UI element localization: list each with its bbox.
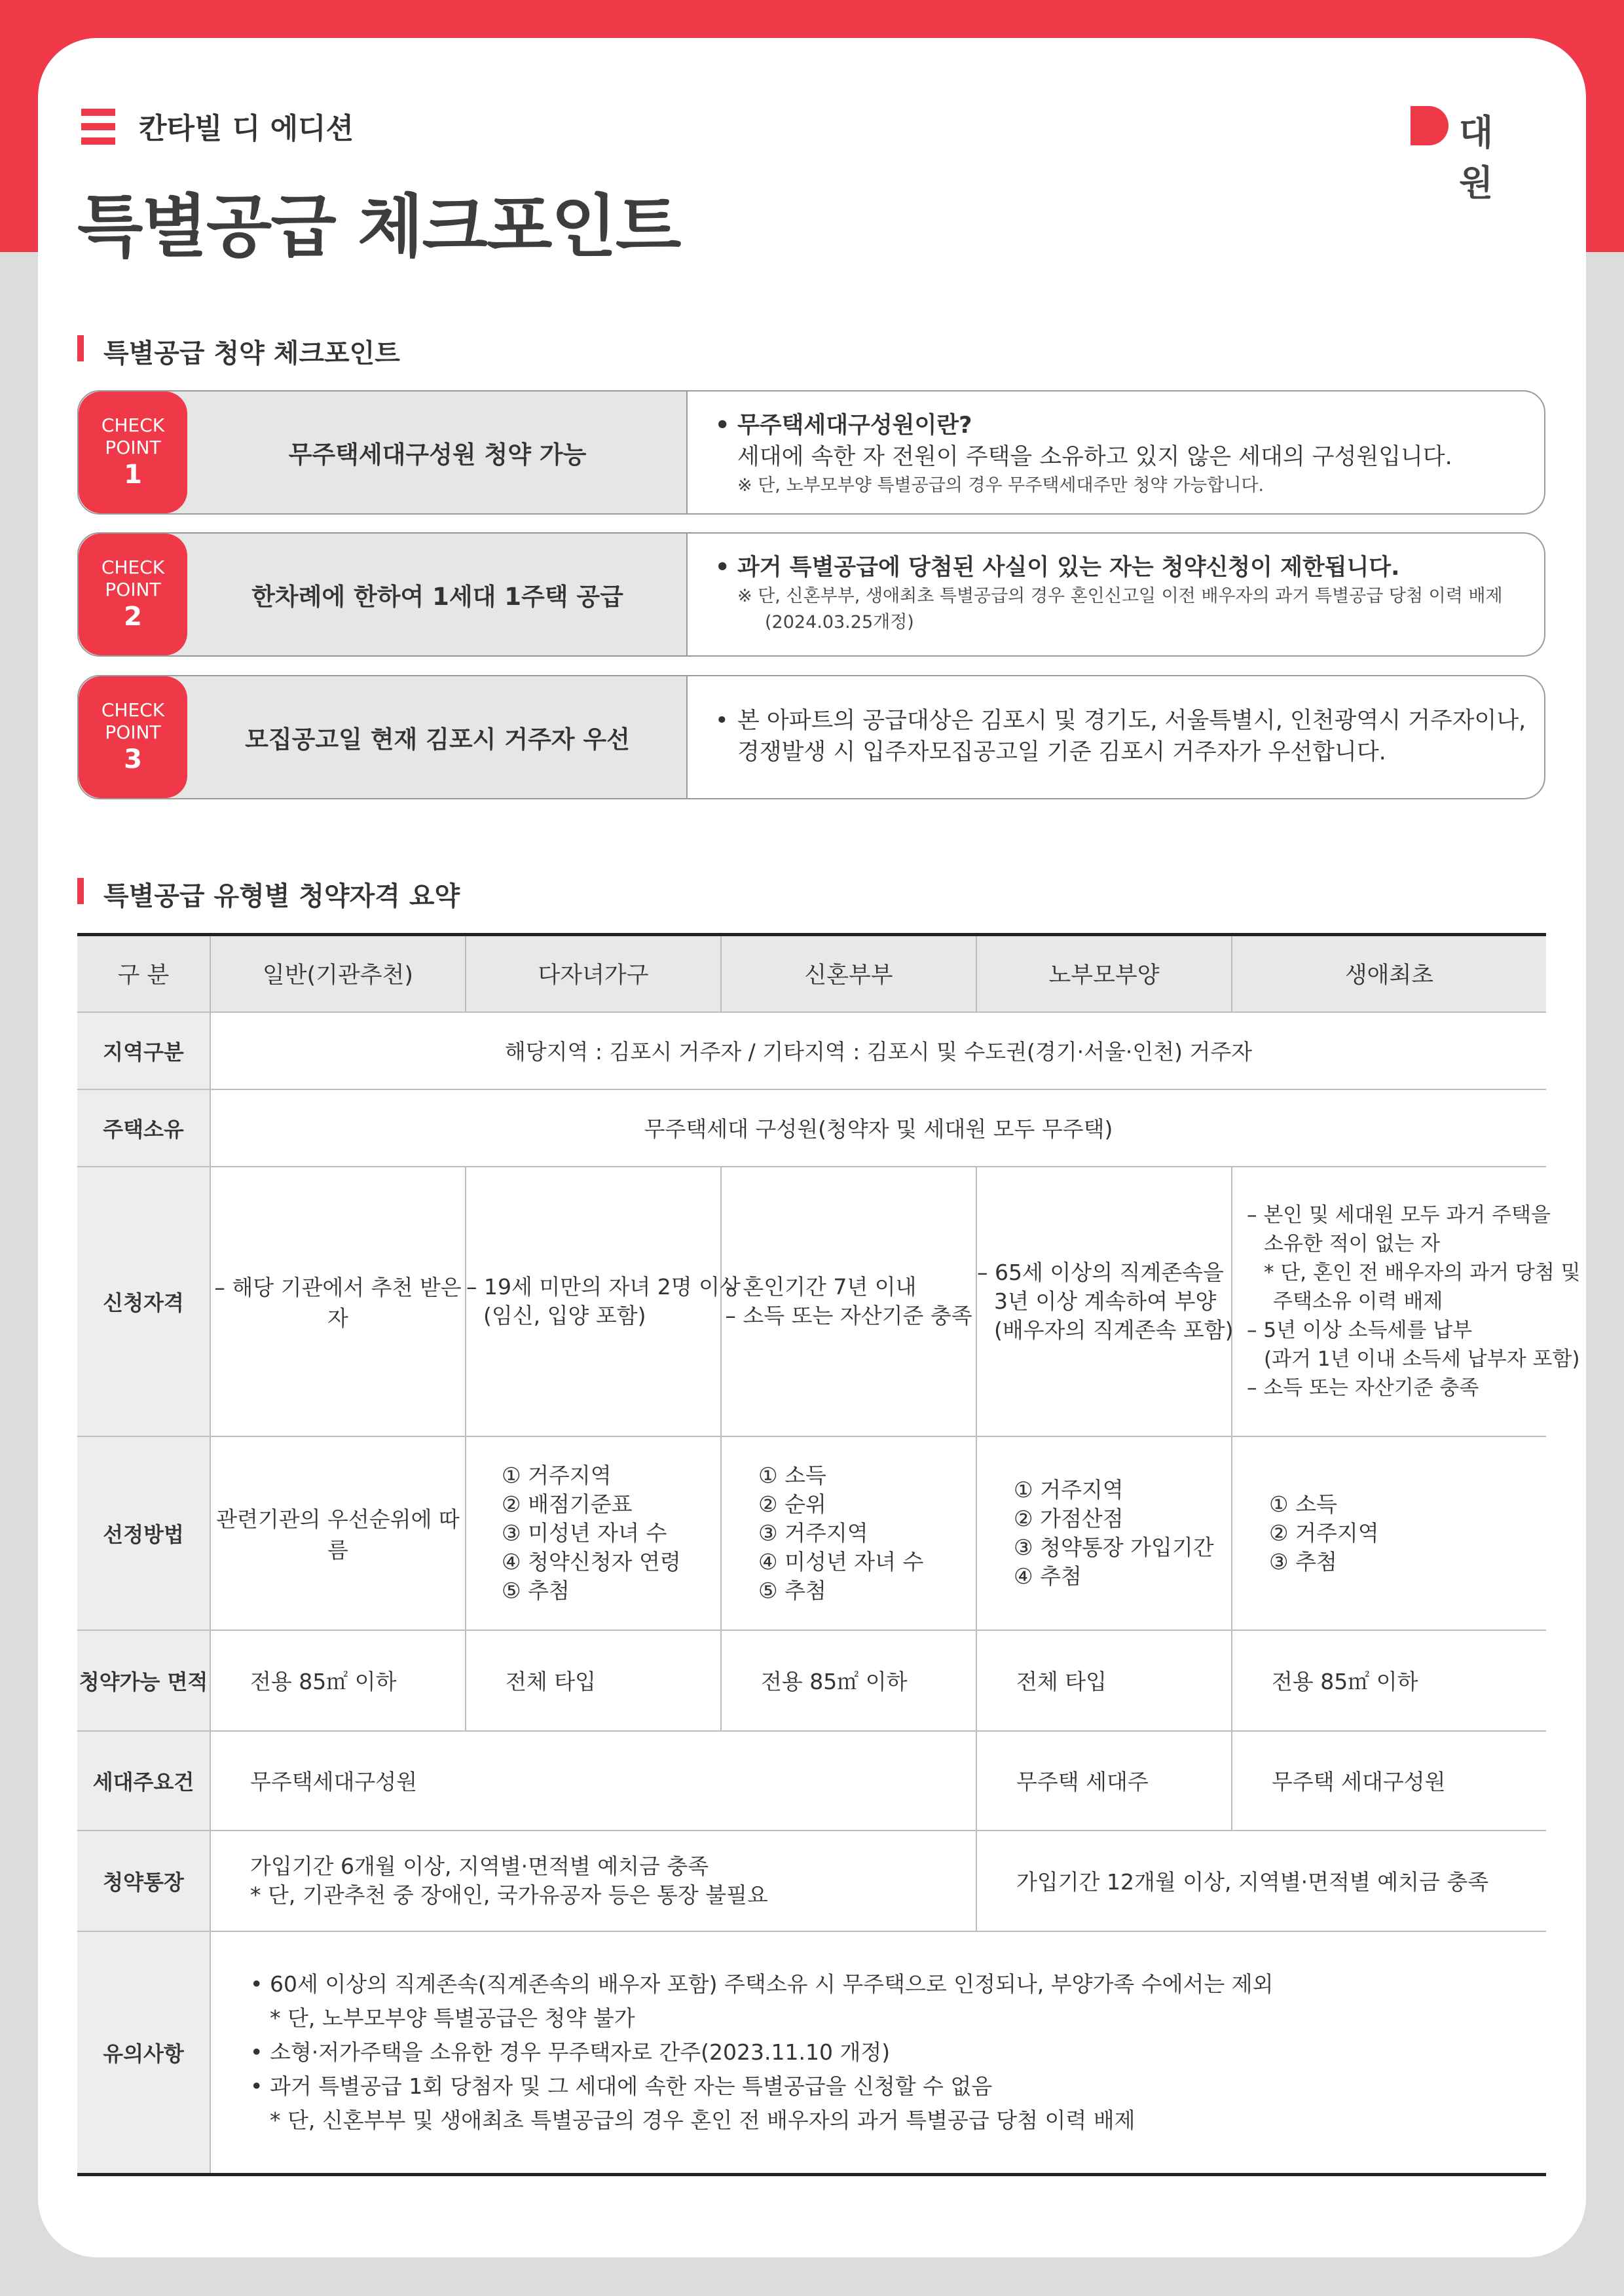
list-item: ③ 거주지역 [758, 1520, 868, 1546]
table-row [77, 1831, 1546, 1931]
checkpoint-body: 경쟁발생 시 입주자모집공고일 기준 김포시 거주자가 우선합니다. [737, 739, 1386, 765]
badge-number: 2 [124, 602, 142, 632]
cell-notes [210, 1931, 1546, 2175]
checkpoint-title: 무주택세대구성원 청약 가능 [288, 441, 587, 469]
list-item: – 본인 및 세대원 모두 과거 주택을 [1247, 1203, 1551, 1227]
logo-mark-icon [1411, 106, 1449, 145]
list-item: ② 가점산점 [1014, 1505, 1124, 1531]
cell-selection-elderly [976, 1436, 1232, 1630]
section-title: 특별공급 유형별 청약자격 요약 [103, 881, 460, 911]
header-elderly: 노부모부양 [976, 935, 1232, 1012]
section-bar [77, 878, 84, 904]
header-multichild: 다자녀가구 [466, 935, 721, 1012]
list-item: – 65세 이상의 직계존속을 [977, 1259, 1224, 1285]
row-label: 주택소유 [77, 1089, 210, 1167]
list-item: ④ 미성년 자녀 수 [758, 1548, 924, 1575]
row-label: 세대주요건 [77, 1731, 210, 1831]
badge-number: 1 [124, 460, 142, 490]
project-name: 칸타빌 디 에디션 [139, 112, 354, 145]
cell-household-elderly: 무주택 세대주 [976, 1731, 1232, 1831]
badge-point: POINT [105, 579, 161, 600]
list-item: – 19세 미만의 자녀 2명 이상 [466, 1273, 741, 1300]
list-item: ① 거주지역 [1014, 1476, 1124, 1503]
list-item: (임신, 입양 포함) [483, 1302, 646, 1328]
cell-area-newlywed: 전용 85㎡ 이하 [721, 1630, 976, 1731]
header-general: 일반(기관추천) [210, 935, 466, 1012]
checkpoint-title: 한차례에 한하여 1세대 1주택 공급 [251, 583, 623, 611]
cell-region: 해당지역 : 김포시 거주자 / 기타지역 : 김포시 및 수도권(경기·서울·인천) 거주자 [210, 1012, 1546, 1089]
row-label: 청약가능 면적 [77, 1630, 210, 1731]
checkpoint-badge [79, 392, 187, 513]
badge-point: POINT [105, 721, 161, 743]
cell-area-elderly: 전체 타입 [976, 1630, 1232, 1731]
table-row [77, 1167, 1546, 1436]
page-title: 특별공급 체크포인트 [77, 187, 680, 266]
cell-selection-general: 관련기관의 우선순위에 따름 [210, 1436, 466, 1630]
section-bar [77, 335, 84, 361]
list-item: 소유한 적이 없는 자 [1264, 1231, 1441, 1256]
list-item: ⑤ 추첨 [758, 1577, 826, 1603]
list-item: ① 소득 [1269, 1491, 1337, 1517]
checkpoint-badge [79, 534, 187, 655]
menu-icon[interactable] [81, 109, 115, 145]
note-item: * 단, 신혼부부 및 생애최초 특별공급의 경우 혼인 전 배우자의 과거 특별공급 당첨 이력 배제 [270, 2107, 1135, 2133]
cell-household-first-home: 무주택 세대구성원 [1232, 1731, 1546, 1831]
checkpoint-body: • 본 아파트의 공급대상은 김포시 및 경기도, 서울특별시, 인천광역시 거주자이나, [715, 705, 1534, 737]
checkpoint-detail [715, 534, 1534, 655]
header-category: 구 분 [77, 935, 210, 1012]
list-item: 주택소유 이력 배제 [1273, 1289, 1443, 1313]
section-title: 특별공급 청약 체크포인트 [103, 338, 400, 369]
table-row [77, 1630, 1546, 1731]
table-header-row [77, 935, 1546, 1012]
cell-selection-newlywed [721, 1436, 976, 1630]
checkpoint-heading: • 무주택세대구성원이란? [715, 410, 1534, 441]
row-label: 신청자격 [77, 1167, 210, 1436]
table-row [77, 1931, 1546, 2175]
header-newlywed: 신혼부부 [721, 935, 976, 1012]
list-item: ④ 청약신청자 연령 [502, 1548, 681, 1575]
logo-text: 대 원 [1459, 112, 1504, 204]
list-item: 3년 이상 계속하여 부양 [994, 1288, 1217, 1314]
table-row [77, 1436, 1546, 1630]
cell-selection-first-home [1232, 1436, 1546, 1630]
note-item: * 단, 노부모부양 특별공급은 청약 불가 [270, 2005, 635, 2031]
table-row [77, 1089, 1546, 1167]
list-item: (배우자의 직계존속 포함) [994, 1317, 1234, 1343]
list-item: – 5년 이상 소득세를 납부 [1247, 1318, 1473, 1342]
list-item: 가입기간 6개월 이상, 지역별·면적별 예치금 충족 [250, 1853, 709, 1879]
list-item: ③ 청약통장 가입기간 [1014, 1534, 1214, 1560]
checkpoint-note-date: (2024.03.25개정) [765, 612, 914, 632]
list-item: ① 소득 [758, 1462, 826, 1488]
table-row [77, 1731, 1546, 1831]
eligibility-table [77, 933, 1581, 2176]
header-first-home: 생애최초 [1232, 935, 1546, 1012]
list-item: (과거 1년 이내 소득세 납부자 포함) [1264, 1347, 1580, 1371]
row-label: 유의사항 [77, 1931, 210, 2175]
list-item: ② 거주지역 [1269, 1520, 1379, 1546]
list-item: ③ 추첨 [1269, 1548, 1337, 1575]
checkpoint-note: ※ 단, 신혼부부, 생애최초 특별공급의 경우 혼인신고일 이전 배우자의 과거 특별공급 당첨 이력 배제 [737, 586, 1503, 606]
list-item: ② 배점기준표 [502, 1491, 633, 1517]
cell-account-right: 가입기간 12개월 이상, 지역별·면적별 예치금 충족 [976, 1831, 1546, 1931]
list-item: – 소득 또는 자산기준 충족 [725, 1302, 972, 1328]
row-label: 선정방법 [77, 1436, 210, 1630]
list-item: ③ 미성년 자녀 수 [502, 1520, 667, 1546]
cell-housing: 무주택세대 구성원(청약자 및 세대원 모두 무주택) [210, 1089, 1546, 1167]
list-item: – 소득 또는 자산기준 충족 [1247, 1376, 1479, 1400]
checkpoint-title: 모집공고일 현재 김포시 거주자 우선 [245, 725, 630, 754]
cell-area-general: 전용 85㎡ 이하 [210, 1630, 466, 1731]
cell-qualification-first-home [1232, 1167, 1581, 1436]
list-item: ① 거주지역 [502, 1462, 612, 1488]
note-item: • 과거 특별공급 1회 당첨자 및 그 세대에 속한 자는 특별공급을 신청할 수 없음 [250, 2069, 1546, 2104]
cell-household-general: 무주택세대구성원 [210, 1731, 976, 1831]
checkpoint-2 [77, 532, 1545, 657]
badge-check: CHECK [101, 414, 165, 436]
checkpoint-note: ※ 단, 노부모부양 특별공급의 경우 무주택세대주만 청약 가능합니다. [737, 475, 1264, 496]
cell-qualification-newlywed [721, 1167, 976, 1436]
list-item: ② 순위 [758, 1491, 826, 1517]
table-row [77, 1012, 1546, 1089]
checkpoint-body: 세대에 속한 자 전원이 주택을 소유하고 있지 않은 세대의 구성원입니다. [737, 444, 1452, 470]
checkpoint-detail [715, 676, 1534, 798]
daewon-logo [1411, 105, 1552, 204]
cell-account-left [210, 1831, 976, 1931]
cell-qualification-general: – 해당 기관에서 추천 받은 자 [210, 1167, 466, 1436]
list-item: * 단, 기관추천 중 장애인, 국가유공자 등은 통장 불필요 [250, 1882, 768, 1908]
cell-selection-multichild [466, 1436, 721, 1630]
cell-qualification-multichild [466, 1167, 741, 1436]
list-item: ⑤ 추첨 [502, 1577, 570, 1603]
list-item: – 혼인기간 7년 이내 [725, 1273, 917, 1300]
checkpoint-badge [79, 676, 187, 798]
cell-area-multichild: 전체 타입 [466, 1630, 721, 1731]
note-item: • 60세 이상의 직계존속(직계존속의 배우자 포함) 주택소유 시 무주택으로 인정되나, 부양가족 수에서는 제외 [250, 1967, 1546, 2001]
cell-qualification-elderly [976, 1167, 1232, 1436]
badge-check: CHECK [101, 556, 165, 578]
badge-point: POINT [105, 437, 161, 458]
checkpoint-3 [77, 675, 1545, 799]
badge-number: 3 [124, 744, 142, 774]
list-item: * 단, 혼인 전 배우자의 과거 당첨 및 [1264, 1260, 1581, 1285]
note-item: • 소형·저가주택을 소유한 경우 무주택자로 간주(2023.11.10 개정) [250, 2035, 1546, 2069]
row-label: 지역구분 [77, 1012, 210, 1089]
checkpoint-1 [77, 390, 1545, 515]
checkpoint-detail [715, 392, 1534, 513]
checkpoint-heading: • 과거 특별공급에 당첨된 사실이 있는 자는 청약신청이 제한됩니다. [715, 552, 1534, 583]
cell-area-first-home: 전용 85㎡ 이하 [1232, 1630, 1546, 1731]
row-label: 청약통장 [77, 1831, 210, 1931]
badge-check: CHECK [101, 699, 165, 721]
list-item: ④ 추첨 [1014, 1563, 1082, 1589]
